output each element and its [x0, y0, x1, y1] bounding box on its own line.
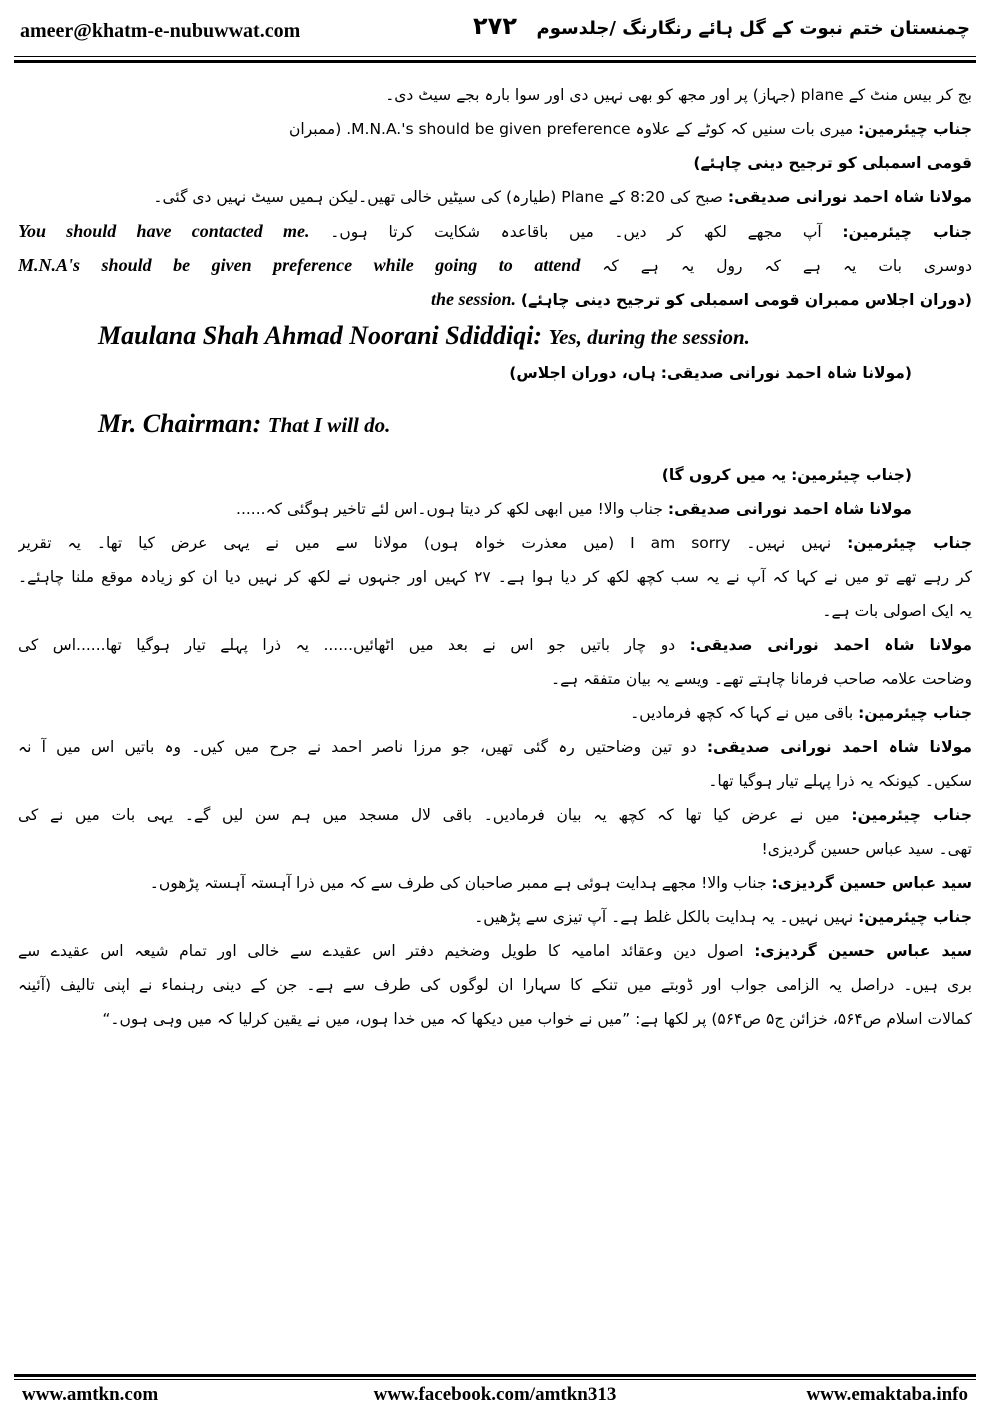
line-text: جناب والا! مجھے ہدایت ہوئی ہے ممبر صاحبان کی طرف سے کہ میں ذرا آہستہ آہستہ پڑھوں۔ [149, 874, 767, 892]
english-line [18, 316, 972, 356]
text-line [18, 764, 972, 798]
footer-link-emaktaba[interactable]: www.emaktaba.info [806, 1384, 968, 1405]
line-text: دوسری بات یہ ہے کہ رول یہ ہے کہ [602, 257, 972, 275]
page-footer [14, 1384, 976, 1414]
text-line [18, 1002, 972, 1036]
text-line [18, 112, 972, 146]
line-text: تھی۔ سید عباس حسین گردیزی! [761, 840, 972, 858]
text-line [18, 282, 972, 316]
line-text: سکیں۔ کیونکہ یہ ذرا پہلے تیار ہوگیا تھا۔ [708, 772, 972, 790]
speaker-chairman: جناب چیئرمین: [858, 704, 972, 722]
text-line [18, 730, 972, 764]
text-line [18, 146, 972, 180]
line-text: ہاں، دوران اجلاس) [509, 364, 656, 382]
header-email: ameer@khatm-e-nubuwwat.com [20, 20, 301, 42]
speaker-noorani: مولانا شاہ احمد نورانی صدیقی: [667, 500, 912, 518]
line-text: آپ مجھے لکھ کر دیں۔ میں باقاعدہ شکایت کرتا ہوں۔ [330, 223, 822, 241]
speaker-chairman: جناب چیئرمین: [842, 223, 972, 241]
english-speaker: Maulana Shah Ahmad Noorani Sdiddiqi: [98, 321, 543, 350]
speaker-noorani: مولانا شاہ احمد نورانی صدیقی: [660, 364, 905, 382]
speaker-chairman: جناب چیئرمین: [851, 806, 972, 824]
footer-link-amtkn[interactable]: www.amtkn.com [22, 1384, 159, 1405]
line-text: وضاحت علامہ صاحب فرمانا چاہتے تھے۔ ویسے یہ بیان متفقہ ہے۔ [551, 670, 972, 688]
text-line [18, 866, 972, 900]
text-line [18, 900, 972, 934]
header-rule-thick [14, 60, 976, 63]
footer-rule-thick [14, 1374, 976, 1377]
header-rule-thin [14, 56, 976, 57]
speaker-gardezi: سید عباس حسین گردیزی: [771, 874, 972, 892]
text-line [18, 696, 972, 730]
line-text: یہ ایک اصولی بات ہے۔ [822, 602, 972, 620]
text-line [18, 662, 972, 696]
line-text: جناب والا! میں ابھی لکھ کر دیتا ہوں۔اس لئے تاخیر ہوگئی کہ...... [236, 500, 663, 518]
text-line [18, 628, 972, 662]
text-line [18, 968, 972, 1002]
english-phrase: the session. [430, 289, 516, 309]
speaker-chairman: جناب چیئرمین: [791, 466, 905, 484]
text-line [18, 180, 972, 214]
english-line [18, 404, 972, 444]
line-text: اصول دین وعقائد امامیہ کا طویل وضخیم دفتر اس عقیدے سے خالی اور تمام شیعہ اس عقیدے سے [18, 942, 744, 960]
text-line [18, 78, 972, 112]
english-speaker: Mr. Chairman: [98, 409, 262, 438]
speaker-noorani: مولانا شاہ احمد نورانی صدیقی: [689, 636, 972, 654]
text-line [18, 526, 972, 560]
line-text: میں نے عرض کیا تھا کہ کچھ یہ بیان فرمادیں۔ باقی لال مسجد میں ہم سن لیں گے۔ یہی بات میں نے کی [18, 806, 840, 824]
text-line [18, 214, 972, 248]
speaker-noorani: مولانا شاہ احمد نورانی صدیقی: [706, 738, 972, 756]
text-line [18, 356, 972, 390]
line-text: نہیں نہیں۔ یہ ہدایت بالکل غلط ہے۔ آپ تیزی سے پڑھیں۔ [474, 908, 854, 926]
speaker-chairman: جناب چیئرمین: [858, 120, 972, 138]
line-text: یہ میں کروں گا) [661, 466, 787, 484]
open-paren: ( [904, 466, 912, 484]
page-number: ۲۷۲ [473, 12, 517, 40]
open-paren: ( [904, 364, 912, 382]
line-text: کمالات اسلام ص۵۶۴، خزائن ج۵ ص۵۶۴) پر لکھا ہے: ”میں نے خواب میں دیکھا کہ میں خدا ہوں، میں نے یقین کرلیا کہ میں وہی ہوں۔“ [102, 1010, 972, 1028]
english-phrase: M.N.A's should be given preference while going to attend [18, 255, 581, 275]
text-line [18, 492, 972, 526]
line-text: (دوران اجلاس ممبران قومی اسمبلی کو ترجیح دینی چاہئے) [520, 291, 972, 309]
text-line [18, 560, 972, 594]
line-text: دو تین وضاحتیں رہ گئی تھیں، جو مرزا ناصر احمد نے جرح میں کیں۔ وہ باتیں اس میں آ نہ [18, 738, 697, 756]
speaker-gardezi: سید عباس حسین گردیزی: [754, 942, 972, 960]
english-text: Yes, during the session. [548, 325, 750, 349]
line-text: صبح کی 8:20 کے Plane (طیارہ) کی سیٹیں خالی تھیں۔لیکن ہمیں سیٹ نہیں دی گئی۔ [153, 188, 723, 206]
line-text: کر رہے تھے تو میں نے کہا کہ آپ نے یہ سب کچھ لکھ کر دیا ہوا ہے۔ ۲۷ کہیں اور جنہوں نے لکھ کر نہیں دیا ان کو زیادہ موقع ملنا چاہئے۔ [18, 568, 972, 586]
book-title: چمنستان ختم نبوت کے گل ہائے رنگارنگ /جلدسوم [536, 18, 970, 39]
page-header [14, 8, 976, 54]
line-text: میری بات سنیں کہ کوٹے کے علاوہ M.N.A.'s should be given preference. (ممبران [289, 120, 854, 138]
line-text: باقی میں نے کہا کہ کچھ فرمادیں۔ [630, 704, 854, 722]
english-phrase: You should have contacted me. [18, 221, 310, 241]
line-text: دو چار باتیں جو اس نے بعد میں اٹھائیں...... یہ ذرا پہلے تیار ہوگیا تھا......اس کی [18, 636, 676, 654]
line-text: بری ہیں۔ دراصل یہ الزامی جواب اور ڈوبتے میں تنکے کا سہارا ان لوگوں کی طرف سے ہے۔ جن کے دینی رہنماء نے اپنی تالیف (آئینہ [18, 976, 972, 994]
text-line [18, 248, 972, 282]
text-line [18, 934, 972, 968]
text-line [18, 594, 972, 628]
speaker-chairman: جناب چیئرمین: [858, 908, 972, 926]
footer-link-facebook[interactable]: www.facebook.com/amtkn313 [373, 1384, 617, 1405]
line-text: قومی اسمبلی کو ترجیح دینی چاہئے) [693, 154, 972, 172]
text-line [18, 458, 972, 492]
line-text: بج کر بیس منٹ کے plane (جہاز) پر اور مجھ کو بھی نہیں دی اور سوا بارہ بجے سیٹ دی۔ [385, 86, 972, 104]
line-text: نہیں نہیں۔ I am sorry (میں معذرت خواہ ہوں) مولانا سے میں نے یہی عرض کیا تھا۔ یہ تقریر [18, 534, 832, 552]
page-body [18, 78, 972, 1036]
speaker-noorani: مولانا شاہ احمد نورانی صدیقی: [727, 188, 972, 206]
footer-rule-thin [14, 1379, 976, 1380]
english-text: That I will do. [267, 413, 391, 437]
speaker-chairman: جناب چیئرمین: [847, 534, 972, 552]
text-line [18, 798, 972, 832]
text-line [18, 832, 972, 866]
